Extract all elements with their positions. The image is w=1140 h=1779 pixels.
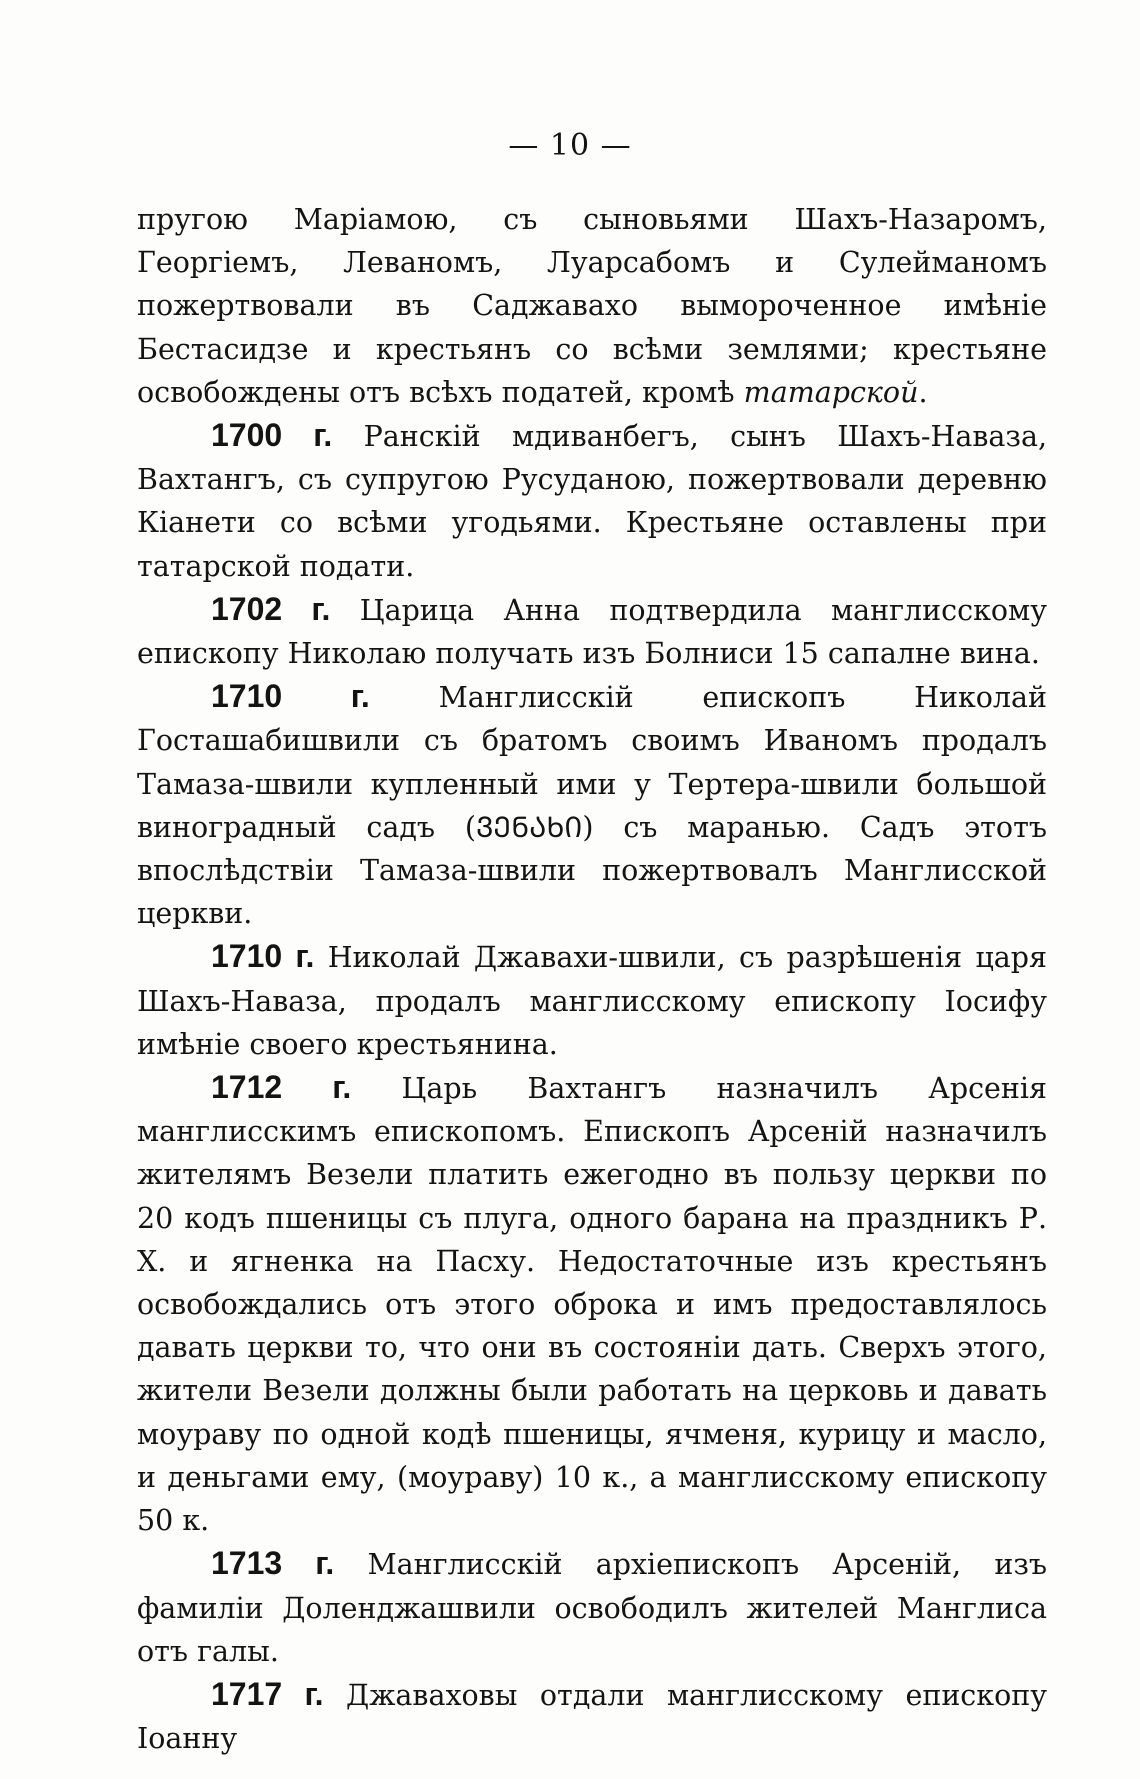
entry-text: Джаваховы отдали манглисскому епископу Іоанну bbox=[137, 1678, 1048, 1756]
paragraph-entry-1710-a bbox=[137, 675, 1047, 935]
paragraph-entry-1710-b bbox=[137, 935, 1047, 1066]
paragraph-continuation bbox=[137, 198, 1047, 414]
paragraph-entry-1702 bbox=[137, 588, 1047, 675]
page-number: — 10 — bbox=[508, 128, 632, 163]
paragraph-entry-1713 bbox=[137, 1542, 1047, 1673]
entry-text: Царица Анна подтвердила манглисскому епископу Николаю получать изъ Болниси 15 сапалне вина. bbox=[137, 593, 1047, 671]
paragraph-text: пругою Маріамою, съ сыновьями Шахъ-Назаромъ, Георгіемъ, Леваномъ, Луарсабомъ и Сулейманомъ пожертвовали въ Саджавахо вымороченное имѣніе Бестасидзе и крестьянъ со всѣми землями; крестьяне освобождены отъ всѣхъ податей, кромѣ bbox=[137, 203, 1047, 409]
entry-year: 1710 г. bbox=[211, 938, 315, 975]
entry-year: 1712 г. bbox=[211, 1069, 352, 1106]
entry-year: 1713 г. bbox=[211, 1545, 335, 1582]
paragraph-entry-1717 bbox=[137, 1673, 1047, 1760]
paragraph-entry-1712 bbox=[137, 1066, 1047, 1542]
entry-text: Манглисскій епископъ Николай Госташабишвили съ братомъ своимъ Иваномъ продалъ Тамаза-швили купленный ими у Тертера-швили большой виноградный садъ (ᲕᲔᲜᲐᲮᲘ) съ маранью. Садъ этотъ впослѣдствіи Тамаза-швили пожертвовалъ Манглисской церкви. bbox=[137, 681, 1048, 931]
entry-text: Николай Джавахи-швили, съ разрѣшенія царя Шахъ-Наваза, продалъ манглисскому епископу Іосифу имѣніе своего крестьянина. bbox=[137, 941, 1047, 1061]
paragraph-tail: . bbox=[918, 375, 928, 409]
entry-year: 1717 г. bbox=[211, 1675, 324, 1712]
page-body bbox=[137, 198, 1047, 1760]
entry-year: 1710 г. bbox=[211, 678, 370, 715]
entry-text: Ранскій мдиванбегъ, сынъ Шахъ-Наваза, Вахтангъ, съ супругою Русуданою, пожертвовали деревню Кіанети со всѣми угодьями. Крестьяне оставлены при татарской подати. bbox=[137, 420, 1048, 583]
paragraph-italic-text: татарской bbox=[743, 375, 919, 409]
entry-text: Царь Вахтангъ назначилъ Арсенія манглисскимъ епископомъ. Епископъ Арсеній назначилъ жителямъ Везели платить ежегодно въ пользу церкви по 20 кодъ пшеницы съ плуга, одного барана на праздникъ Р. Х. и ягненка на Пасху. Недостаточные изъ крестьянъ освобождались отъ этого оброка и имъ предоставлялось давать церкви то, что они въ состояніи дать. Сверхъ этого, жители Везели должны были работать на церковь и давать моураву по одной кодѣ пшеницы, ячменя, курицу и масло, и деньгами ему, (моураву) 10 к., а манглисскому епископу 50 к. bbox=[137, 1072, 1048, 1538]
paragraph-entry-1700 bbox=[137, 414, 1047, 588]
entry-year: 1700 г. bbox=[211, 417, 333, 454]
entry-text: Манглисскій архіепископъ Арсеній, изъ фамиліи Доленджашвили освободилъ жителей Манглиса отъ галы. bbox=[137, 1548, 1047, 1668]
entry-year: 1702 г. bbox=[211, 590, 331, 627]
